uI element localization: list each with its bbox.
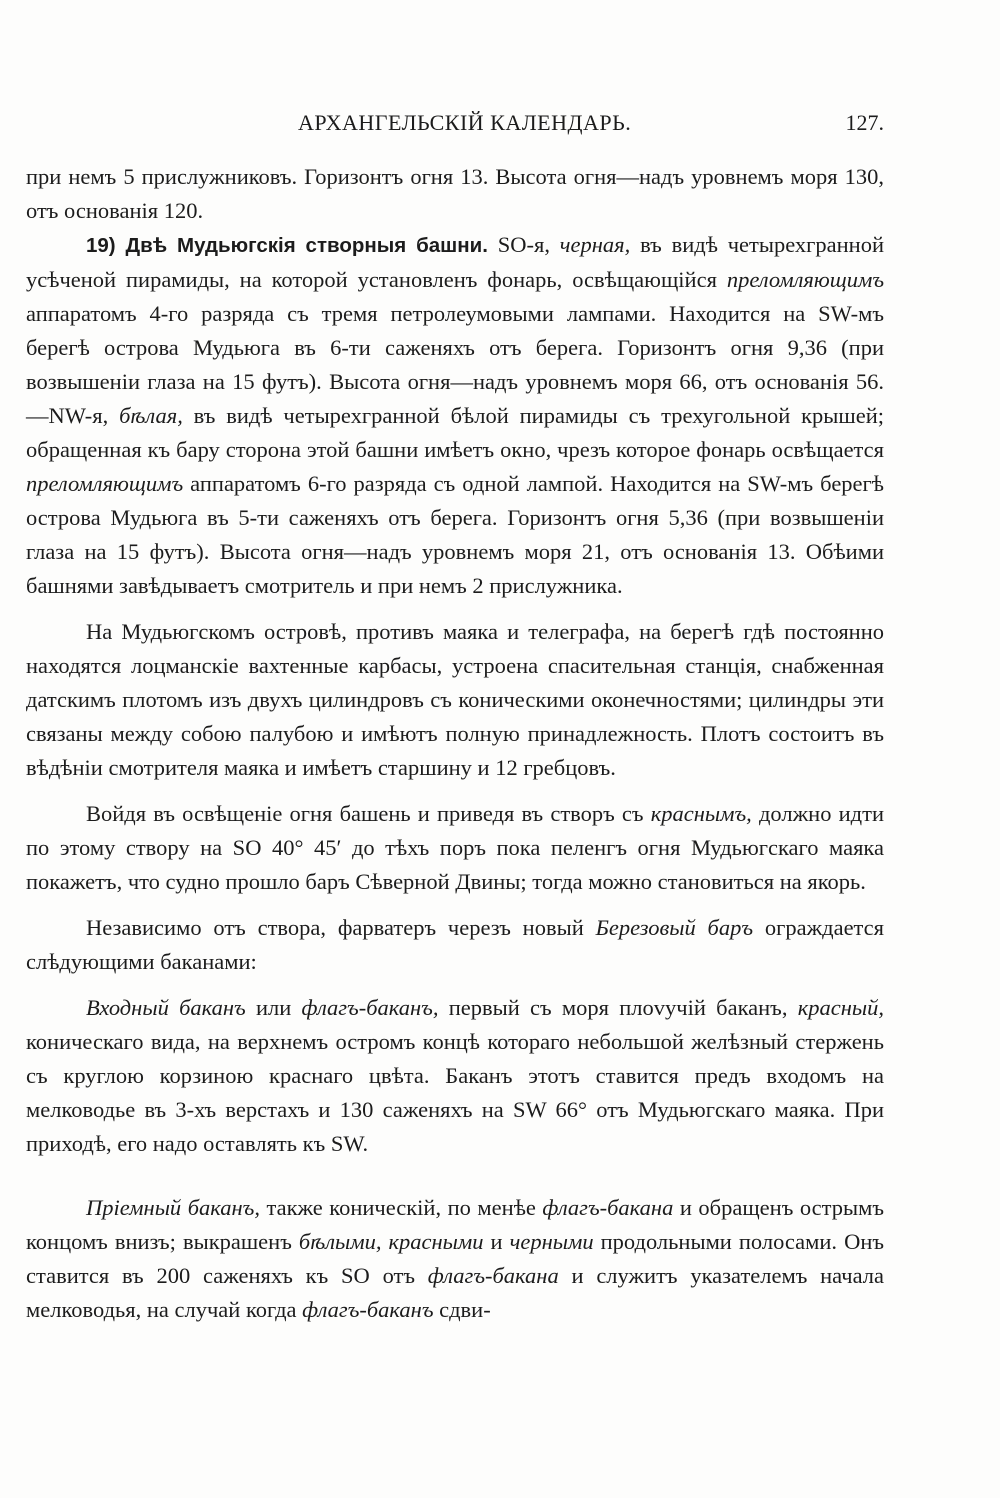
text-run: и служитъ указателемъ начала мелководья, на случай когда [26,1263,884,1322]
text-run: также коническій, по менѣе [259,1195,543,1220]
text-run: Войдя въ освѣщеніе огня башень и приведя въ створъ съ [86,801,651,826]
paragraph [26,228,884,603]
text-run: SO-я, [487,232,560,257]
running-header [26,110,884,144]
italic-text: флагъ-баканъ [302,1297,434,1322]
text-run: продольными полосами. Онъ ставится въ 200 саженяхъ къ SO отъ [26,1229,884,1288]
text-run: въ видѣ четырехгранной усѣченой пирамиды, на которой установленъ фонарь, освѣщающійся [26,232,885,292]
italic-text: бѣлая, [119,403,183,428]
italic-text: Входный баканъ [86,995,246,1020]
italic-text: флагъ-баканъ, [301,995,439,1020]
italic-text: краснымъ, [650,801,752,826]
text-run: ограждается слѣдующими баканами: [26,915,885,974]
italic-text: преломляющимъ [26,471,184,496]
text-run: Независимо отъ створа, фарватеръ черезъ новый [86,915,596,940]
text-run: должно идти по этому створу на SO 40° 45′ до тѣхъ поръ пока пеленгъ огня Мудьюгскаго маяка покажетъ, что судно прошло баръ Сѣверной Двины; тогда можно становиться на якорь. [26,801,884,894]
text-run: аппаратомъ 4-го разряда съ тремя петролеумовыми лампами. Находится на SW-мъ берегѣ острова Мудьюга въ 6-ти саженяхъ отъ берега. Горизонтъ огня 9,36 (при возвышеніи глаза на 15 футъ). Высота огня—надъ уровнемъ моря 66, отъ основанія 56.—NW-я, [26,301,884,428]
italic-text: бѣлыми, красными [298,1229,484,1254]
paragraph [26,991,884,1161]
paragraph [26,160,884,228]
paragraph [26,797,884,899]
running-title: АРХАНГЕЛЬСКІЙ КАЛЕНДАРЬ. [298,110,632,135]
text-run: первый съ моря плovучій баканъ, [438,995,798,1020]
italic-text: Пріемный баканъ, [86,1195,260,1220]
text-run: сдви- [433,1297,491,1322]
paragraph [26,615,884,785]
italic-text: черными [509,1229,594,1254]
paragraph [26,911,884,979]
text-run: На Мудьюгскомъ островѣ, противъ маяка и телеграфа, на берегѣ гдѣ постоянно находятся лоцманскіе вахтенные карбасы, устроена спасительная станція, снабженная датскимъ плотомъ изъ двухъ цилиндровъ съ коническими оконечностями; цилиндры эти связаны между собою палубою и имѣютъ полную принадлежность. Плотъ состоитъ въ вѣдѣніи смотрителя маяка и имѣетъ старшину и 12 гребцовъ. [26,619,884,780]
italic-text: черная, [559,232,631,257]
italic-text: преломляющимъ [726,267,884,292]
text-run: и обращенъ острымъ концомъ внизъ; выкрашенъ [26,1195,885,1254]
page-number: 127. [845,110,884,135]
italic-text: красный, [797,995,884,1020]
text-run: или [245,995,302,1020]
section-heading: 19) Двѣ Мудьюгскія створныя башни. [86,234,488,257]
paragraph [26,1191,884,1327]
page-body [26,160,884,1327]
text-run: аппаратомъ 6-го разряда съ одной лампой. Находится на SW-мъ берегѣ острова Мудьюга въ 5-ти саженяхъ отъ берега. Горизонтъ огня 5,36 (при возвышеніи глаза на 15 футъ). Высота огня—надъ уровнемъ моря 21, отъ основанія 13. Обѣими башнями завѣдываетъ смотритель и при немъ 2 прислужника. [26,471,884,598]
italic-text: Березовый баръ [595,915,754,940]
text-run: въ видѣ четырехгранной бѣлой пирамиды съ трехугольной крышей; обращенная къ бару сторона этой башни имѣетъ окно, чрезъ которое фонарь освѣщается [26,403,885,462]
text-run: коническаго вида, на верхнемъ остромъ концѣ котораго небольшой желѣзный стержень съ круглою корзиною краснаго цвѣта. Баканъ этотъ ставится предъ входомъ на мелководье въ 3-хъ верстахъ и 130 саженяхъ на SW 66° отъ Мудьюгскаго маяка. При приходѣ, его надо оставлять къ SW. [26,1029,884,1156]
text-run: и [483,1229,510,1254]
italic-text: флагъ-бакана [427,1263,559,1288]
italic-text: флагъ-бакана [542,1195,674,1220]
text-run: при немъ 5 прислужниковъ. Горизонтъ огня 13. Высота огня—надъ уровнемъ моря 130, отъ основанія 120. [26,164,884,223]
